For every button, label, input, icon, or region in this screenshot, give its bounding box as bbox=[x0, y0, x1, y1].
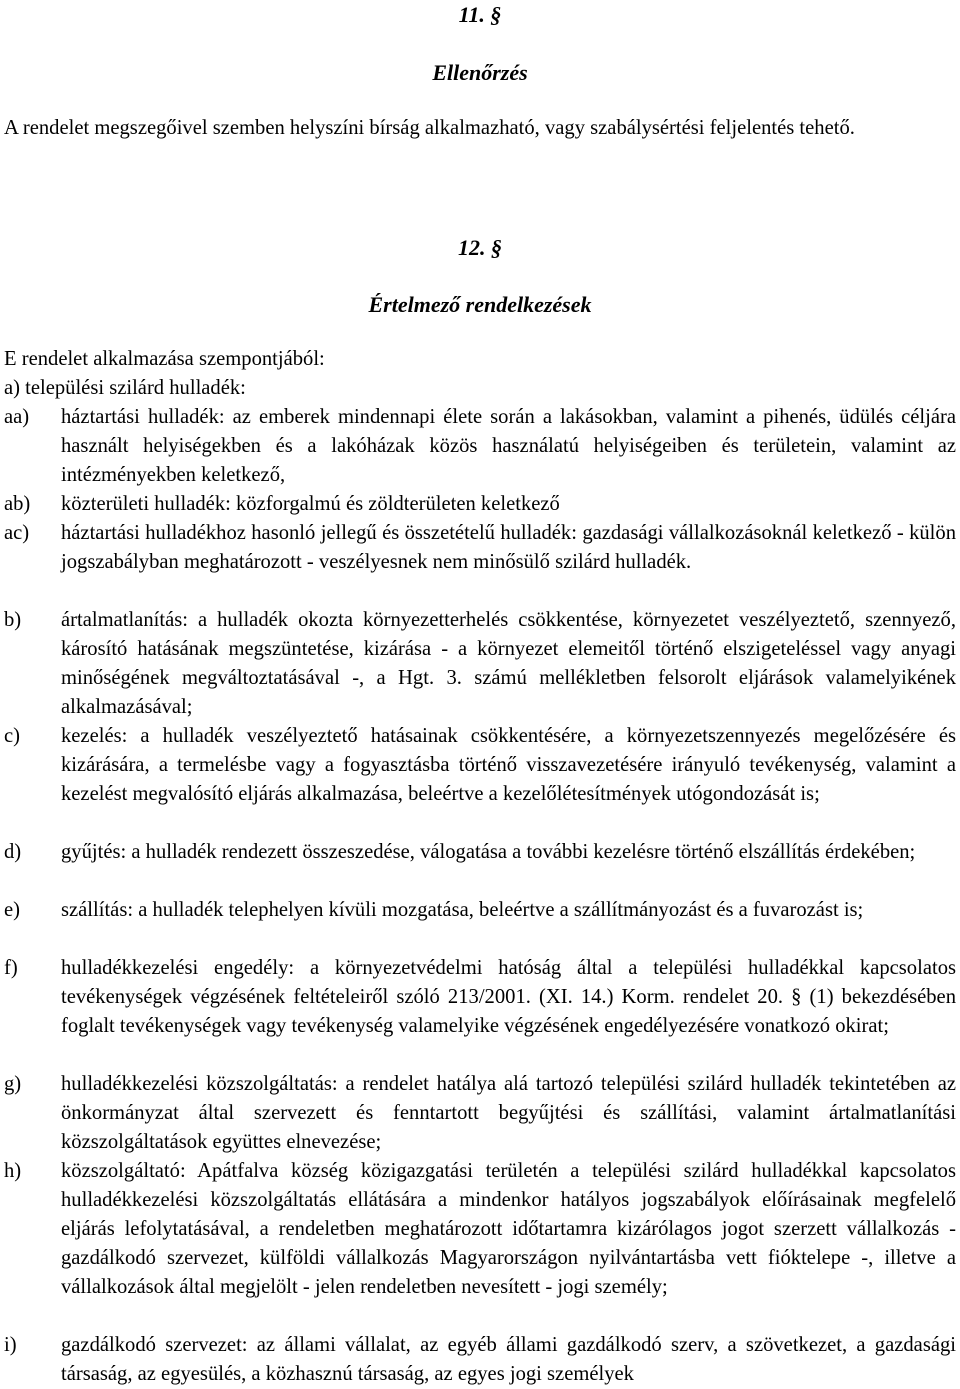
item-label: h) bbox=[4, 1160, 22, 1182]
item-text: gyűjtés: a hulladék rendezett összeszedése, válogatása a további kezelésre történő elszállítás érdekében; bbox=[61, 841, 916, 863]
definition-item-h bbox=[4, 1157, 956, 1302]
item-text: gazdálkodó szervezet: az állami vállalat, az egyéb állami gazdálkodó szerv, a szövetkezet, a gazdasági társaság, az egyesülés, a közhasznú társaság, az egyes jogi személyek bbox=[61, 1334, 956, 1385]
item-label: e) bbox=[4, 899, 20, 921]
item-text: hulladékkezelési engedély: a környezetvédelmi hatóság által a települési hulladékkal kapcsolatos tevékenységek végzésének feltételeiről szóló 213/2001. (XI. 14.) Korm. rendelet 20. § (1) bekezdésében foglalt tevékenységek vagy tevékenység valamelyike végzésének engedélyezésére vonatkozó okirat; bbox=[61, 957, 956, 1037]
item-label: g) bbox=[4, 1073, 22, 1095]
definitions-intro: E rendelet alkalmazása szempontjából: bbox=[4, 348, 325, 370]
item-text: háztartási hulladékhoz hasonló jellegű és összetételű hulladék: gazdasági vállalkozásoknál keletkező - külön jogszabályban meghatározott - veszélyesnek nem minősülő szilárd hulladék. bbox=[61, 522, 956, 573]
definition-item-f bbox=[4, 954, 956, 1041]
item-label: ab) bbox=[4, 493, 31, 515]
item-label: b) bbox=[4, 609, 22, 631]
section-11-number: 11. § bbox=[458, 2, 502, 27]
definition-item-ac bbox=[4, 519, 956, 577]
item-label: ac) bbox=[4, 522, 30, 544]
item-label: f) bbox=[4, 957, 18, 979]
item-label: d) bbox=[4, 841, 22, 863]
item-text: közterületi hulladék: közforgalmú és zöldterületen keletkező bbox=[61, 493, 560, 515]
definition-item-ab bbox=[4, 490, 956, 519]
item-text: hulladékkezelési közszolgáltatás: a rendelet hatálya alá tartozó települési szilárd hulladék tekintetében az önkormányzat által szervezett és fenntartott begyűjtési és szállítási, valamint ártalmatlanítási közszolgáltatások együttes elnevezése; bbox=[61, 1073, 956, 1153]
definition-item-g bbox=[4, 1070, 956, 1157]
item-text: ártalmatlanítás: a hulladék okozta környezetterhelés csökkentése, környezetet veszélyeztető, szennyező, károsító hatásának megszüntetése, kizárása - a környezet elemeitől történő elszigeteléssel vagy anyagi minőségének megváltoztatásával -, a Hgt. 3. számú mellékletben felsorolt eljárások valamelyikének alkalmazásával; bbox=[61, 609, 956, 718]
item-label: aa) bbox=[4, 406, 30, 428]
definition-item-aa bbox=[4, 403, 956, 490]
section-11-paragraph: A rendelet megszegőivel szemben helyszíni bírság alkalmazható, vagy szabálysértési feljelentés tehető. bbox=[4, 117, 855, 139]
definition-item-c bbox=[4, 722, 956, 809]
item-text: közszolgáltató: Apátfalva község közigazgatási területén a települési szilárd hulladékkal kapcsolatos hulladékkezelési közszolgáltatás ellátására a mindenkor hatályos jogszabályok előírásainak megfelelő eljárás lefolytatásával, a rendeletben meghatározott időtartamra kizárólagos jogot szerzett vállalkozás - gazdálkodó szervezet, külföldi vállalkozás Magyarországon nyilvántartásba vett fióktelepe -, illetve a vállalkozások által megjelölt - jelen rendeletben nevesített - jogi személy; bbox=[61, 1160, 956, 1298]
definition-item-i bbox=[4, 1331, 956, 1389]
definition-item-b bbox=[4, 606, 956, 722]
section-12-title: Értelmező rendelkezések bbox=[368, 292, 592, 317]
section-11-title: Ellenőrzés bbox=[432, 60, 528, 85]
item-text: háztartási hulladék: az emberek mindennapi élete során a lakásokban, valamint a pihenés, üdülés céljára használt helyiségekben és a lakóházak közös használatú helyiségeiben és területein, valamint az intézményekben keletkező, bbox=[61, 406, 956, 486]
item-a: a) települési szilárd hulladék: bbox=[4, 377, 246, 399]
definition-item-d bbox=[4, 838, 956, 867]
section-12-number: 12. § bbox=[458, 235, 502, 260]
item-text: szállítás: a hulladék telephelyen kívüli mozgatása, beleértve a szállítmányozást és a fuvarozást is; bbox=[61, 899, 864, 921]
item-label: c) bbox=[4, 725, 20, 747]
definition-item-e bbox=[4, 896, 956, 925]
item-label: i) bbox=[4, 1334, 17, 1356]
item-text: kezelés: a hulladék veszélyeztető hatásainak csökkentésére, a környezetszennyezés megelőzésére és kizárására, a termelésbe vagy a fogyasztásba történő visszavezetésére irányuló tevékenység, valamint a kezelést megvalósító eljárás alkalmazása, beleértve a kezelőlétesítmények utógondozását is; bbox=[61, 725, 956, 805]
